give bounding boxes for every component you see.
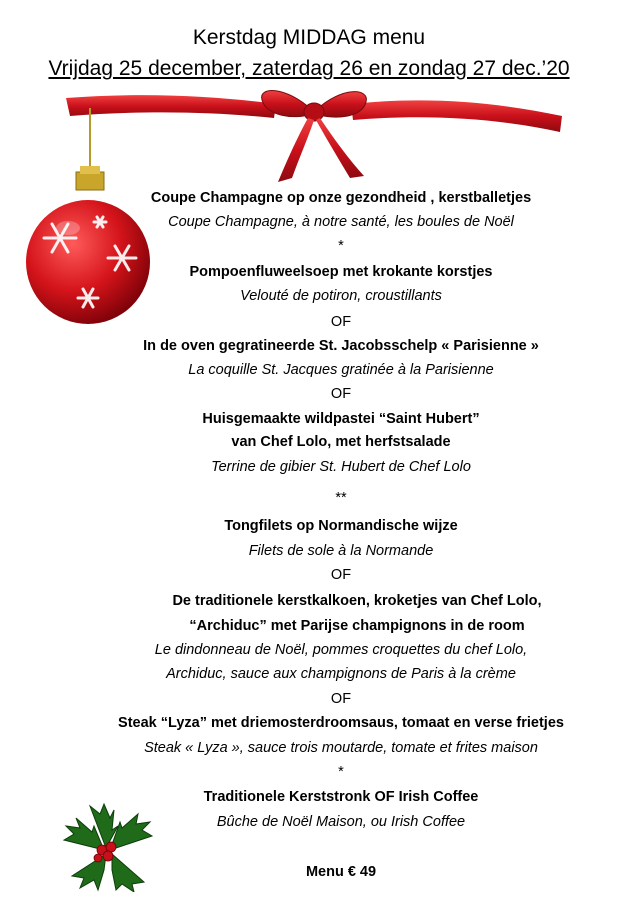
dish-name: In de oven gegratineerde St. Jacobsschelp « Parisienne » xyxy=(143,338,539,354)
menu-separator: ** xyxy=(335,490,347,506)
dish-description: Bûche de Noël Maison, ou Irish Coffee xyxy=(216,814,466,830)
dish-name: Pompoenfluweelsoep met krokante korstjes xyxy=(189,264,493,280)
dish-name: “Archiduc” met Parijse champignons in de room xyxy=(189,618,525,634)
dish-description: Archiduc, sauce aux champignons de Paris à la crème xyxy=(166,666,516,682)
dish-description: Velouté de potiron, croustillants xyxy=(240,288,442,304)
menu-separator: OF xyxy=(330,386,352,402)
dish-name: van Chef Lolo, met herfstsalade xyxy=(231,434,451,450)
menu-separator: OF xyxy=(330,691,352,707)
menu-separator: OF xyxy=(330,567,352,583)
dish-name: Huisgemaakte wildpastei “Saint Hubert” xyxy=(202,411,480,427)
dish-name: Steak “Lyza” met driemosterdroomsaus, tomaat en verse frietjes xyxy=(118,715,564,731)
menu-price: Menu € 49 xyxy=(305,864,377,880)
dish-description: Filets de sole à la Normande xyxy=(248,543,434,559)
dish-description: Le dindonneau de Noël, pommes croquettes du chef Lolo, xyxy=(154,642,528,658)
dish-name: Coupe Champagne op onze gezondheid , kerstballetjes xyxy=(150,190,532,206)
dish-name: Tongfilets op Normandische wijze xyxy=(224,518,458,534)
page-title: Kerstdag MIDDAG menu xyxy=(192,26,426,49)
dish-description: Terrine de gibier St. Hubert de Chef Lolo xyxy=(211,459,471,475)
menu-separator: * xyxy=(338,764,344,780)
dish-description: La coquille St. Jacques gratinée à la Parisienne xyxy=(188,362,494,378)
dish-name: Traditionele Kerststronk OF Irish Coffee xyxy=(203,789,479,805)
dish-description: Steak « Lyza », sauce trois moutarde, tomate et frites maison xyxy=(144,740,538,756)
menu-separator: * xyxy=(338,238,344,254)
menu-separator: OF xyxy=(330,314,352,330)
dish-name: De traditionele kerstkalkoen, kroketjes van Chef Lolo, xyxy=(172,593,542,609)
dish-description: Coupe Champagne, à notre santé, les boules de Noël xyxy=(168,214,514,230)
page-dates: Vrijdag 25 december, zaterdag 26 en zondag 27 dec.’20 xyxy=(48,57,570,80)
